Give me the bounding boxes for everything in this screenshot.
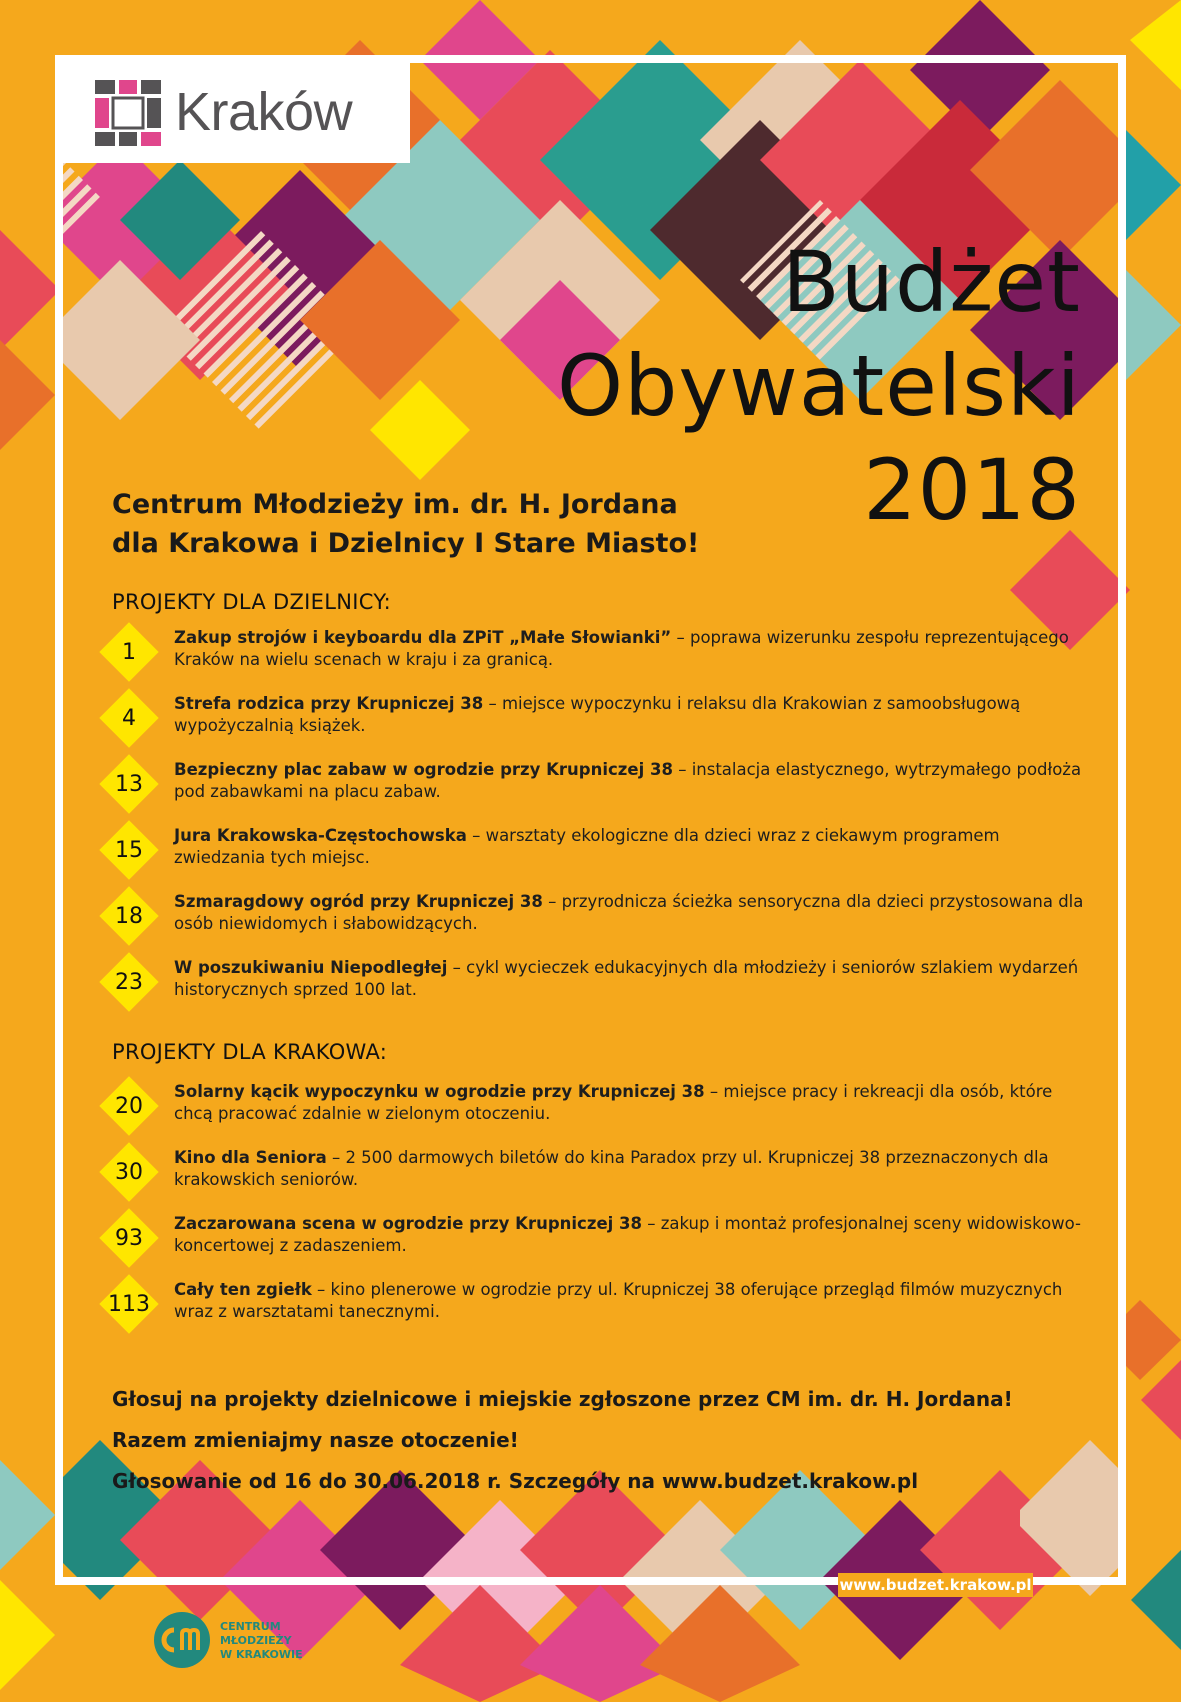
- project-description: – miejsce pracy i rekreacji dla osób, które chcą pracować zdalnie w zielonym otoczeniu.: [174, 1082, 1053, 1123]
- project-number: 15: [115, 837, 143, 863]
- project-name: Zaczarowana scena w ogrodzie przy Krupniczej 38: [174, 1214, 642, 1233]
- project-text: [174, 825, 1094, 869]
- project-item: [100, 1143, 1090, 1201]
- project-text: [174, 759, 1094, 803]
- project-number: 1: [122, 639, 136, 665]
- project-number-badge: [100, 1143, 158, 1201]
- project-text: [174, 693, 1094, 737]
- cm-logo-line-1: CENTRUM: [220, 1620, 281, 1633]
- city-projects-heading: PROJEKTY DLA KRAKOWA:: [112, 1040, 388, 1064]
- project-text: [174, 1081, 1094, 1125]
- project-number-badge: [100, 821, 158, 879]
- project-item: [100, 953, 1090, 1011]
- project-description: – zakup i montaż profesjonalnej sceny widowiskowo-koncertowej z zadaszeniem.: [174, 1214, 1082, 1255]
- cm-logo-line-3: W KRAKOWIE: [220, 1648, 303, 1661]
- project-number: 23: [115, 969, 143, 995]
- project-number: 93: [115, 1225, 143, 1251]
- project-description: – miejsce wypoczynku i relaksu dla Krakowian z samoobsługową wypożyczalnią książek.: [174, 694, 1021, 735]
- title-line-3: 2018: [863, 441, 1081, 540]
- cm-logo-icon: [152, 1610, 212, 1670]
- project-number: 20: [115, 1093, 143, 1119]
- footer-line-1: Głosuj na projekty dzielnicowe i miejskie zgłoszone przez CM im. dr. H. Jordana!: [112, 1387, 1013, 1411]
- district-projects-heading: PROJEKTY DLA DZIELNICY:: [112, 590, 392, 614]
- project-number: 113: [108, 1291, 150, 1317]
- project-number-badge: [100, 953, 158, 1011]
- city-name: Kraków: [175, 82, 353, 142]
- subtitle-line-2: dla Krakowa i Dzielnicy I Stare Miasto!: [112, 528, 700, 560]
- project-name: Szmaragdowy ogród przy Krupniczej 38: [174, 892, 543, 911]
- cm-logo-line-2: MŁODZIEŻY: [220, 1634, 292, 1647]
- cm-logo-text: [220, 1620, 303, 1662]
- project-name: Zakup strojów i keyboardu dla ZPiT „Małe Słowianki”: [174, 628, 672, 647]
- project-name: Kino dla Seniora: [174, 1148, 327, 1167]
- project-number-badge: [100, 887, 158, 945]
- right-diamonds: [1126, 1300, 1181, 1650]
- footer-line-2: Razem zmieniajmy nasze otoczenie!: [112, 1428, 519, 1452]
- project-name: Jura Krakowska-Częstochowska: [174, 826, 467, 845]
- project-description: – 2 500 darmowych biletów do kina Paradox przy ul. Krupniczej 38 przeznaczonych dla krakowskich seniorów.: [174, 1148, 1049, 1189]
- project-number-badge: [100, 623, 158, 681]
- project-description: – warsztaty ekologiczne dla dzieci wraz z ciekawym programem zwiedzania tych miejsc.: [174, 826, 1000, 867]
- project-name: Cały ten zgiełk: [174, 1280, 312, 1299]
- project-number: 18: [115, 903, 143, 929]
- project-text: [174, 1213, 1094, 1257]
- project-description: – poprawa wizerunku zespołu reprezentującego Kraków na wielu scenach w kraju i za granicą.: [174, 628, 1069, 669]
- website-url-badge[interactable]: www.budzet.krakow.pl: [838, 1573, 1033, 1597]
- project-number: 30: [115, 1159, 143, 1185]
- title-line-2: Obywatelski: [556, 337, 1081, 436]
- project-number-badge: [100, 1209, 158, 1267]
- project-text: [174, 1279, 1094, 1323]
- project-number-badge: [100, 755, 158, 813]
- project-item: [100, 887, 1090, 945]
- subtitle-line-1: Centrum Młodzieży im. dr. H. Jordana: [112, 489, 678, 520]
- title-line-1: Budżet: [782, 233, 1081, 331]
- footer-line-3: Głosowanie od 16 do 30.06.2018 r. Szczegóły na www.budzet.krakow.pl: [112, 1469, 919, 1493]
- krakow-logo: [63, 63, 410, 163]
- project-item: [100, 1077, 1090, 1135]
- project-name: W poszukiwaniu Niepodległej: [174, 958, 448, 977]
- project-item: [100, 1209, 1090, 1267]
- project-description: – przyrodnicza ścieżka sensoryczna dla dzieci przystosowana dla osób niewidomych i słabowidzących.: [174, 892, 1084, 933]
- project-name: Strefa rodzica przy Krupniczej 38: [174, 694, 484, 713]
- project-item: [100, 623, 1090, 681]
- project-number: 13: [115, 771, 143, 797]
- krakow-emblem-icon: [93, 78, 163, 148]
- project-number: 4: [122, 705, 136, 731]
- project-text: [174, 627, 1094, 671]
- project-name: Bezpieczny plac zabaw w ogrodzie przy Krupniczej 38: [174, 760, 673, 779]
- project-item: [100, 821, 1090, 879]
- project-description: – instalacja elastycznego, wytrzymałego podłoża pod zabawkami na placu zabaw.: [174, 760, 1082, 801]
- project-text: [174, 957, 1094, 1001]
- project-text: [174, 891, 1094, 935]
- project-item: [100, 689, 1090, 747]
- project-description: – kino plenerowe w ogrodzie przy ul. Krupniczej 38 oferujące przegląd filmów muzycznych wraz z warsztatami tanecznymi.: [174, 1280, 1063, 1321]
- project-name: Solarny kącik wypoczynku w ogrodzie przy Krupniczej 38: [174, 1082, 705, 1101]
- project-text: [174, 1147, 1094, 1191]
- project-number-badge: [100, 689, 158, 747]
- project-description: – cykl wycieczek edukacyjnych dla młodzieży i seniorów szlakiem wydarzeń historycznych sprzed 100 lat.: [174, 958, 1079, 999]
- project-item: [100, 755, 1090, 813]
- subtitle: [112, 485, 699, 563]
- project-number-badge: [100, 1077, 158, 1135]
- project-number-badge: [100, 1275, 158, 1333]
- project-item: [100, 1275, 1090, 1333]
